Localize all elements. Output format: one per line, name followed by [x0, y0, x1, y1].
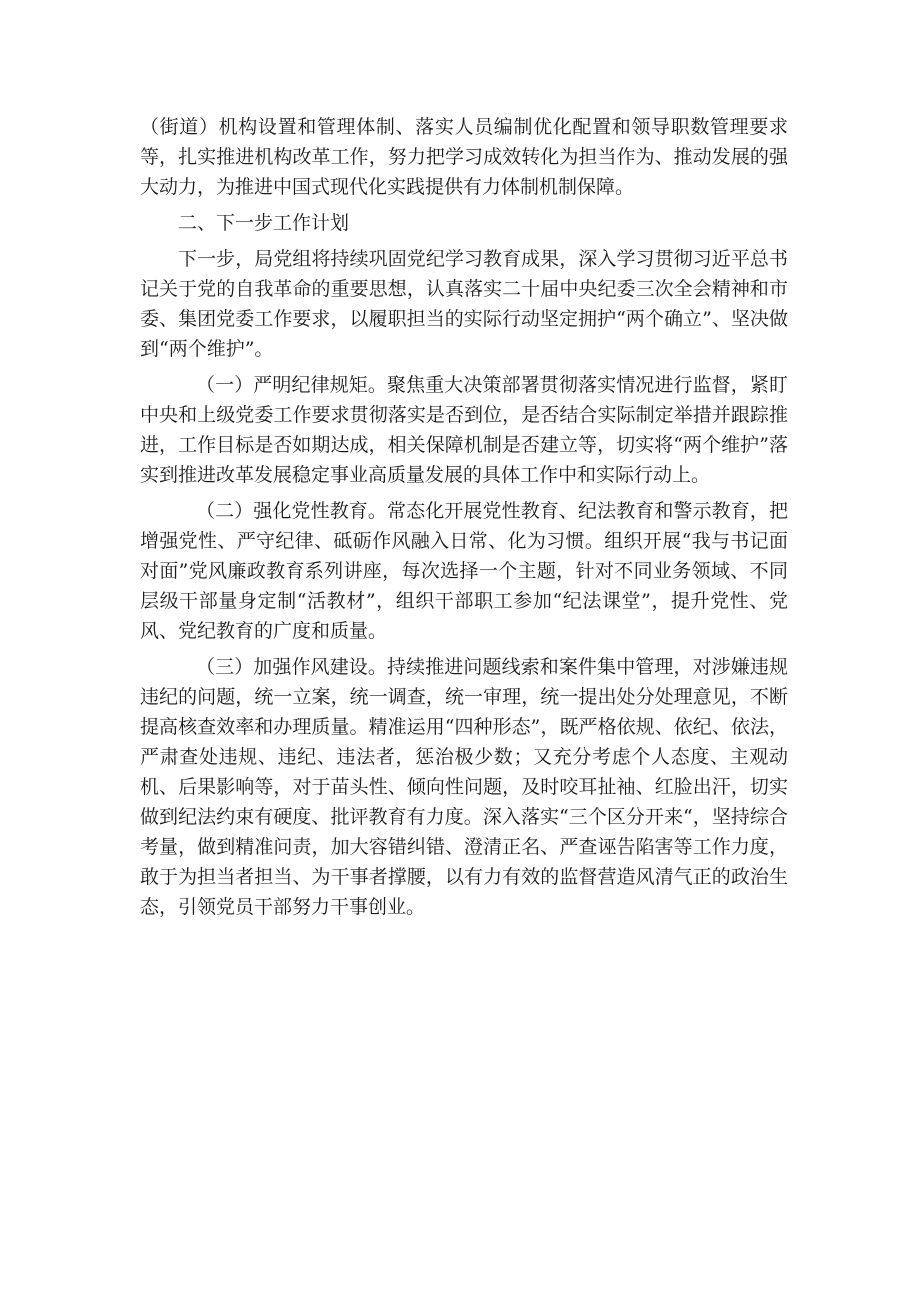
section-heading-next-steps: 二、下一步工作计划: [178, 212, 350, 234]
paragraph-continuation: （街道）机构设置和管理体制、落实人员编制优化配置和领导职数管理要求等，扎实推进机构改革工作，努力把学习成效转化为担当作为、推动发展的强大动力，为推进中国式现代化实践提供有力体制机制保障。: [140, 116, 788, 198]
paragraph-item-3: （三）加强作风建设。持续推进问题线索和案件集中管理，对涉嫌违规违纪的问题，统一立案，统一调查，统一审理，统一提出处分处理意见，不断提高核查效率和办理质量。精准运用“四种形态”，既严格依规、依纪、依法，严肃查处违规、违纪、违法者，惩治极少数；又充分考虑个人态度、主观动机、后果影响等，对于苗头性、倾向性问题，及时咬耳扯袖、红脸出汗，切实做到纪法约束有硬度、批评教育有力度。深入落实“三个区分开来“，坚持综合考量，做到精准问责，加大容错纠错、澄清正名、严查诬告陷害等工作力度，敢于为担当者担当、为干事者撑腰，以有力有效的监督营造风清气正的政治生态，引领党员干部努力干事创业。: [140, 656, 788, 918]
paragraph-item-2: （二）强化党性教育。常态化开展党性教育、纪法教育和警示教育，把增强党性、严守纪律、砥砺作风融入日常、化为习惯。组织开展“我与书记面对面”党风廉政教育系列讲座，每次选择一个主题，针对不同业务领域、不同层级干部量身定制“活教材”，组织干部职工参加“纪法课堂”，提升党性、党风、党纪教育的广度和质量。: [140, 500, 788, 642]
document-body: [140, 112, 788, 928]
paragraph-item-1: （一）严明纪律规矩。聚焦重大决策部署贯彻落实情况进行监督，紧盯中央和上级党委工作要求贯彻落实是否到位，是否结合实际制定举措并跟踪推进，工作目标是否如期达成，相关保障机制是否建立等，切实将“两个维护”落实到推进改革发展稳定事业高质量发展的具体工作中和实际行动上。: [140, 374, 788, 486]
paragraph-intro: 下一步，局党组将持续巩固党纪学习教育成果，深入学习贯彻习近平总书记关于党的自我革命的重要思想，认真落实二十届中央纪委三次全会精神和市委、集团党委工作要求，以履职担当的实际行动坚定拥护“两个确立”、坚决做到“两个维护”。: [140, 248, 788, 360]
